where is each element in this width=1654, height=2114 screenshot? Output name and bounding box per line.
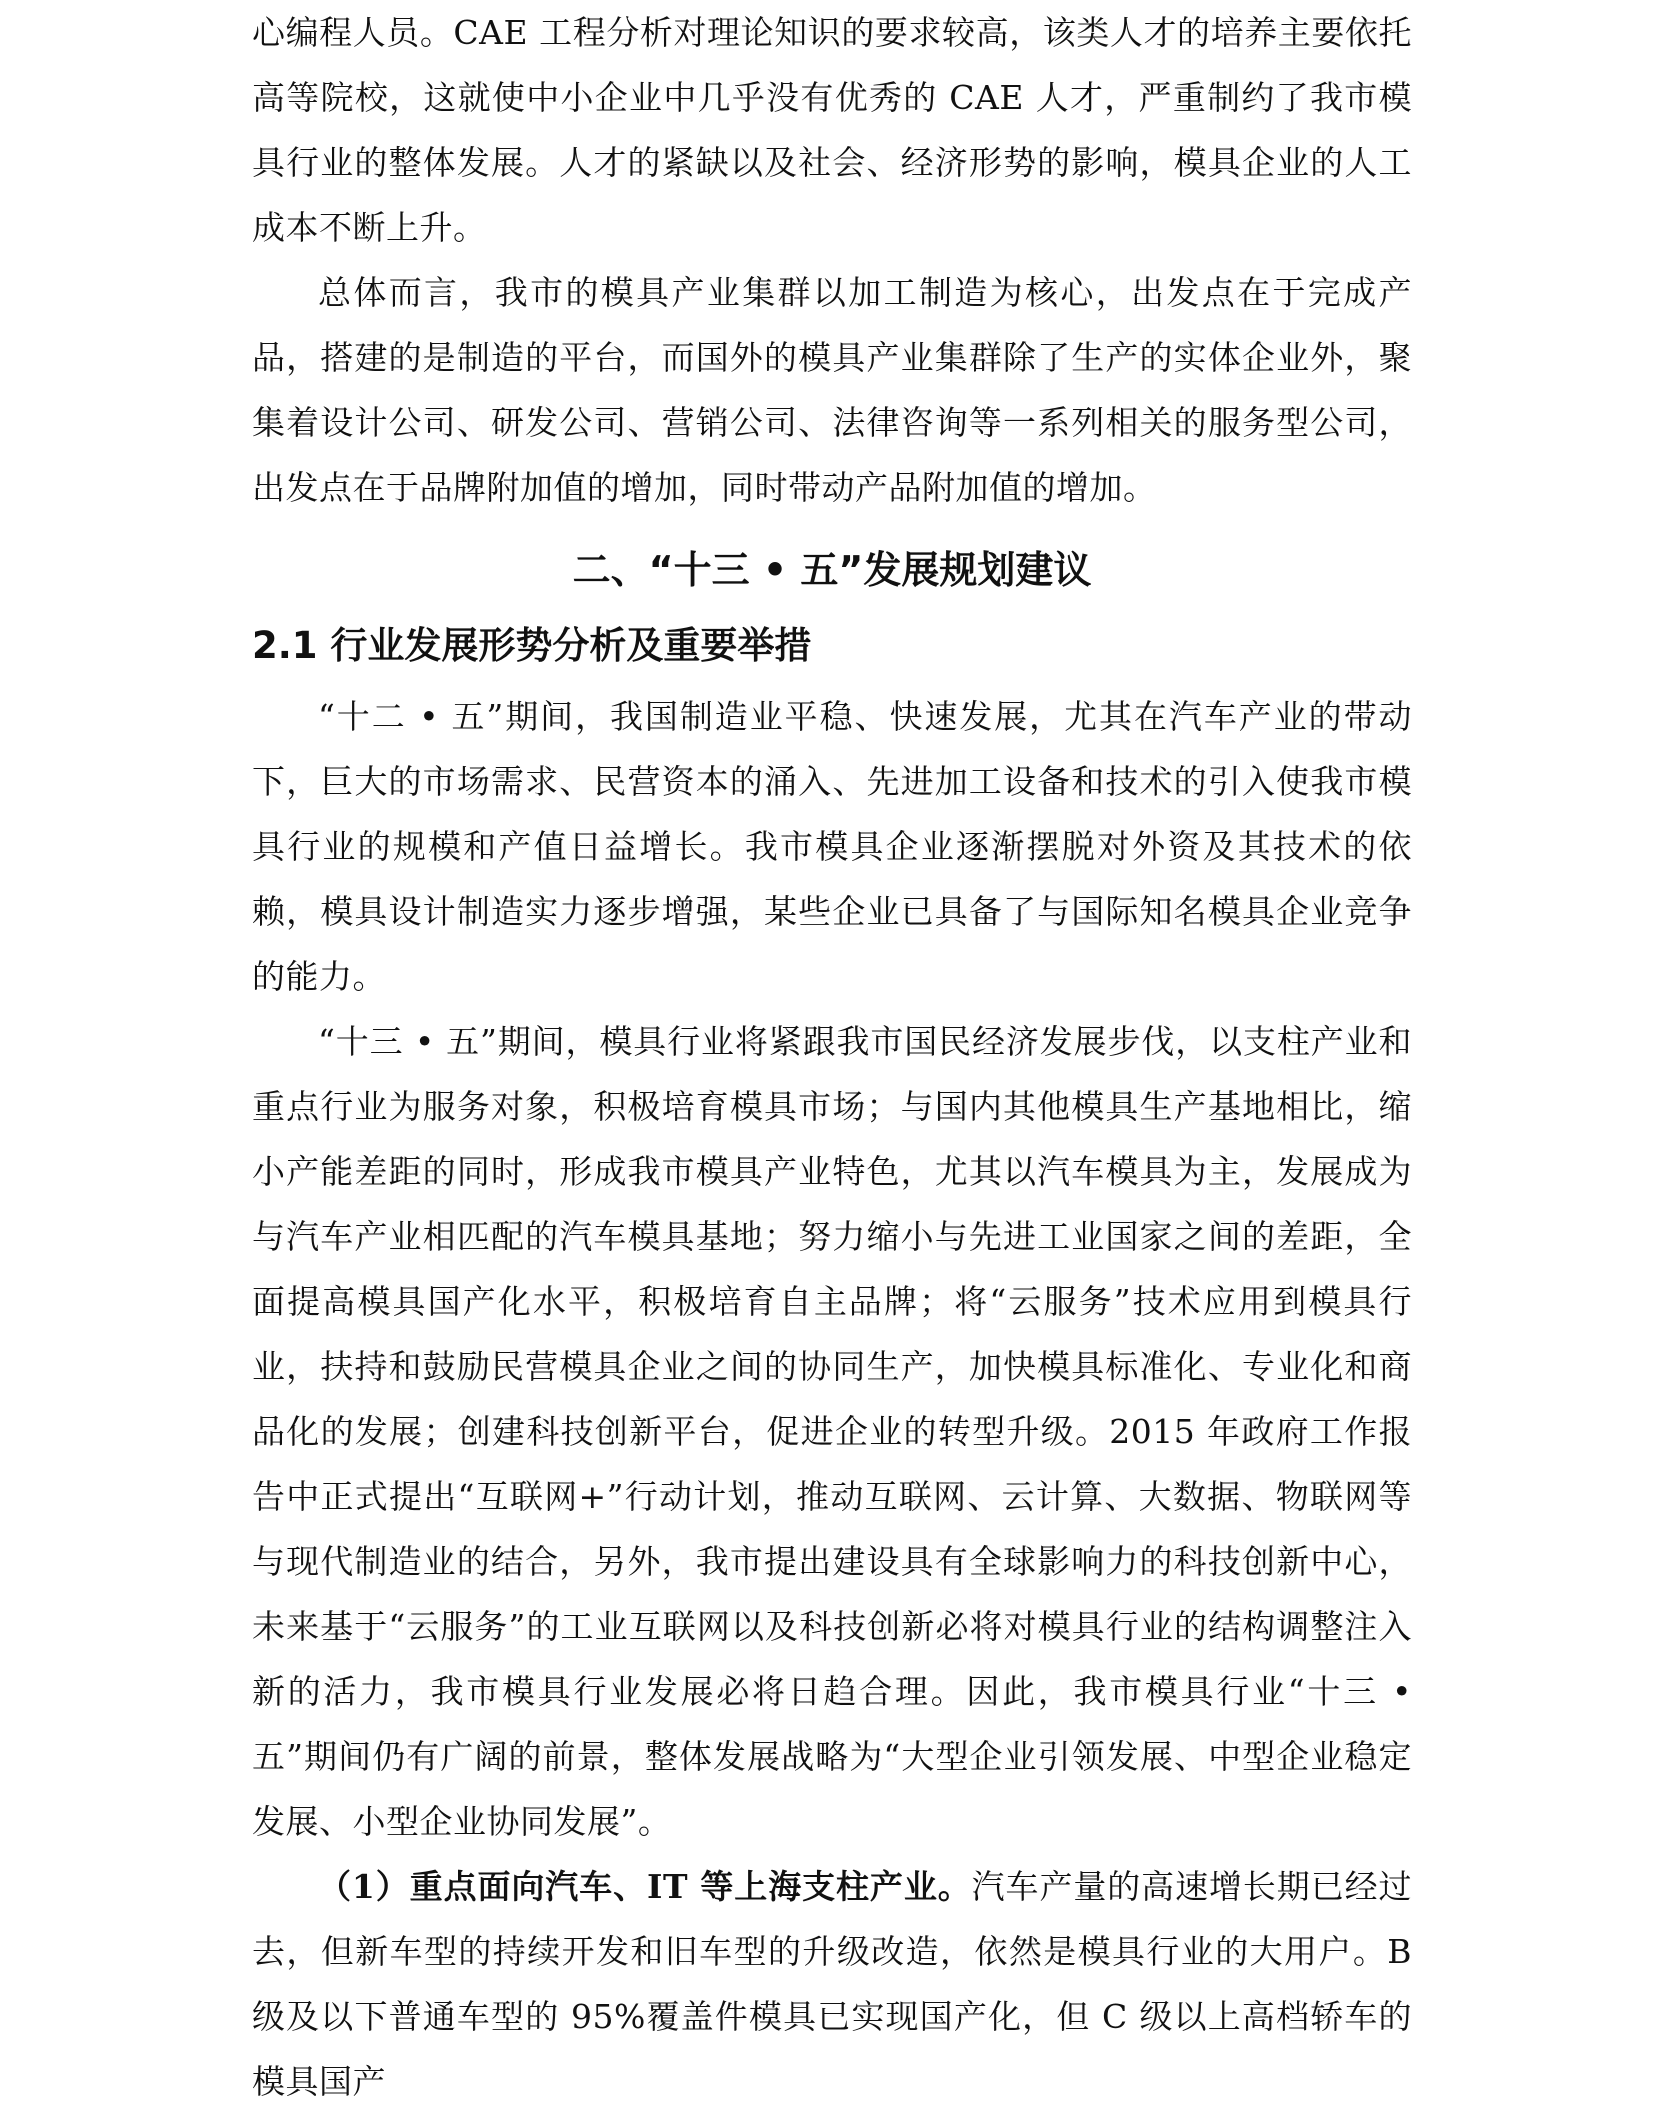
paragraph-thirteenth-plan: “十三 • 五”期间，模具行业将紧跟我市国民经济发展步伐，以支柱产业和重点行业为服务对象，积极培育模具市场；与国内其他模具生产基地相比，缩小产能差距的同时，形成我市模具产业特色，尤其以汽车模具为主，发展成为与汽车产业相匹配的汽车模具基地；努力缩小与先进工业国家之间的差距，全面提高模具国产化水平，积极培育自主品牌；将“云服务”技术应用到模具行业，扶持和鼓励民营模具企业之间的协同生产，加快模具标准化、专业化和商品化的发展；创建科技创新平台，促进企业的转型升级。2015 年政府工作报告中正式提出“互联网+”行动计划，推动互联网、云计算、大数据、物联网等与现代制造业的结合，另外，我市提出建设具有全球影响力的科技创新中心，未来基于“云服务”的工业互联网以及科技创新必将对模具行业的结构调整注入新的活力，我市模具行业发展必将日趋合理。因此，我市模具行业“十三 • 五”期间仍有广阔的前景，整体发展战略为“大型企业引领发展、中型企业稳定发展、小型企业协同发展”。 — [252, 1022, 1412, 1841]
paragraph-key-industries — [252, 1854, 1412, 2114]
paragraph-twelfth-plan: “十二 • 五”期间，我国制造业平稳、快速发展，尤其在汽车产业的带动下，巨大的市场需求、民营资本的涌入、先进加工设备和技术的引入使我市模具行业的规模和产值日益增长。我市模具企业逐渐摆脱对外资及其技术的依赖，模具设计制造实力逐步增强，某些企业已具备了与国际知名模具企业竞争的能力。 — [252, 697, 1412, 996]
paragraph-cluster-comparison: 总体而言，我市的模具产业集群以加工制造为核心，出发点在于完成产品，搭建的是制造的平台，而国外的模具产业集群除了生产的实体企业外，聚集着设计公司、研发公司、营销公司、法律咨询等一系列相关的服务型公司，出发点在于品牌附加值的增加，同时带动产品附加值的增加。 — [252, 273, 1412, 507]
chapter-heading: 二、“十三 • 五”发展规划建议 — [572, 548, 1092, 592]
section-heading: 2.1 行业发展形势分析及重要举措 — [252, 624, 812, 667]
paragraph-body: 汽车产量的高速增长期已经过去，但新车型的持续开发和旧车型的升级改造，依然是模具行业的大用户。B 级及以下普通车型的 95%覆盖件模具已实现国产化，但 C 级以上高档轿车的模具国产 — [252, 1867, 1412, 2101]
paragraph-talent-shortage: 心编程人员。CAE 工程分析对理论知识的要求较高，该类人才的培养主要依托高等院校，这就使中小企业中几乎没有优秀的 CAE 人才，严重制约了我市模具行业的整体发展。人才的紧缺以及社会、经济形势的影响，模具企业的人工成本不断上升。 — [252, 13, 1412, 247]
document-page — [252, 0, 1412, 2114]
paragraph-lead: （1）重点面向汽车、IT 等上海支柱产业。 — [318, 1867, 972, 1906]
